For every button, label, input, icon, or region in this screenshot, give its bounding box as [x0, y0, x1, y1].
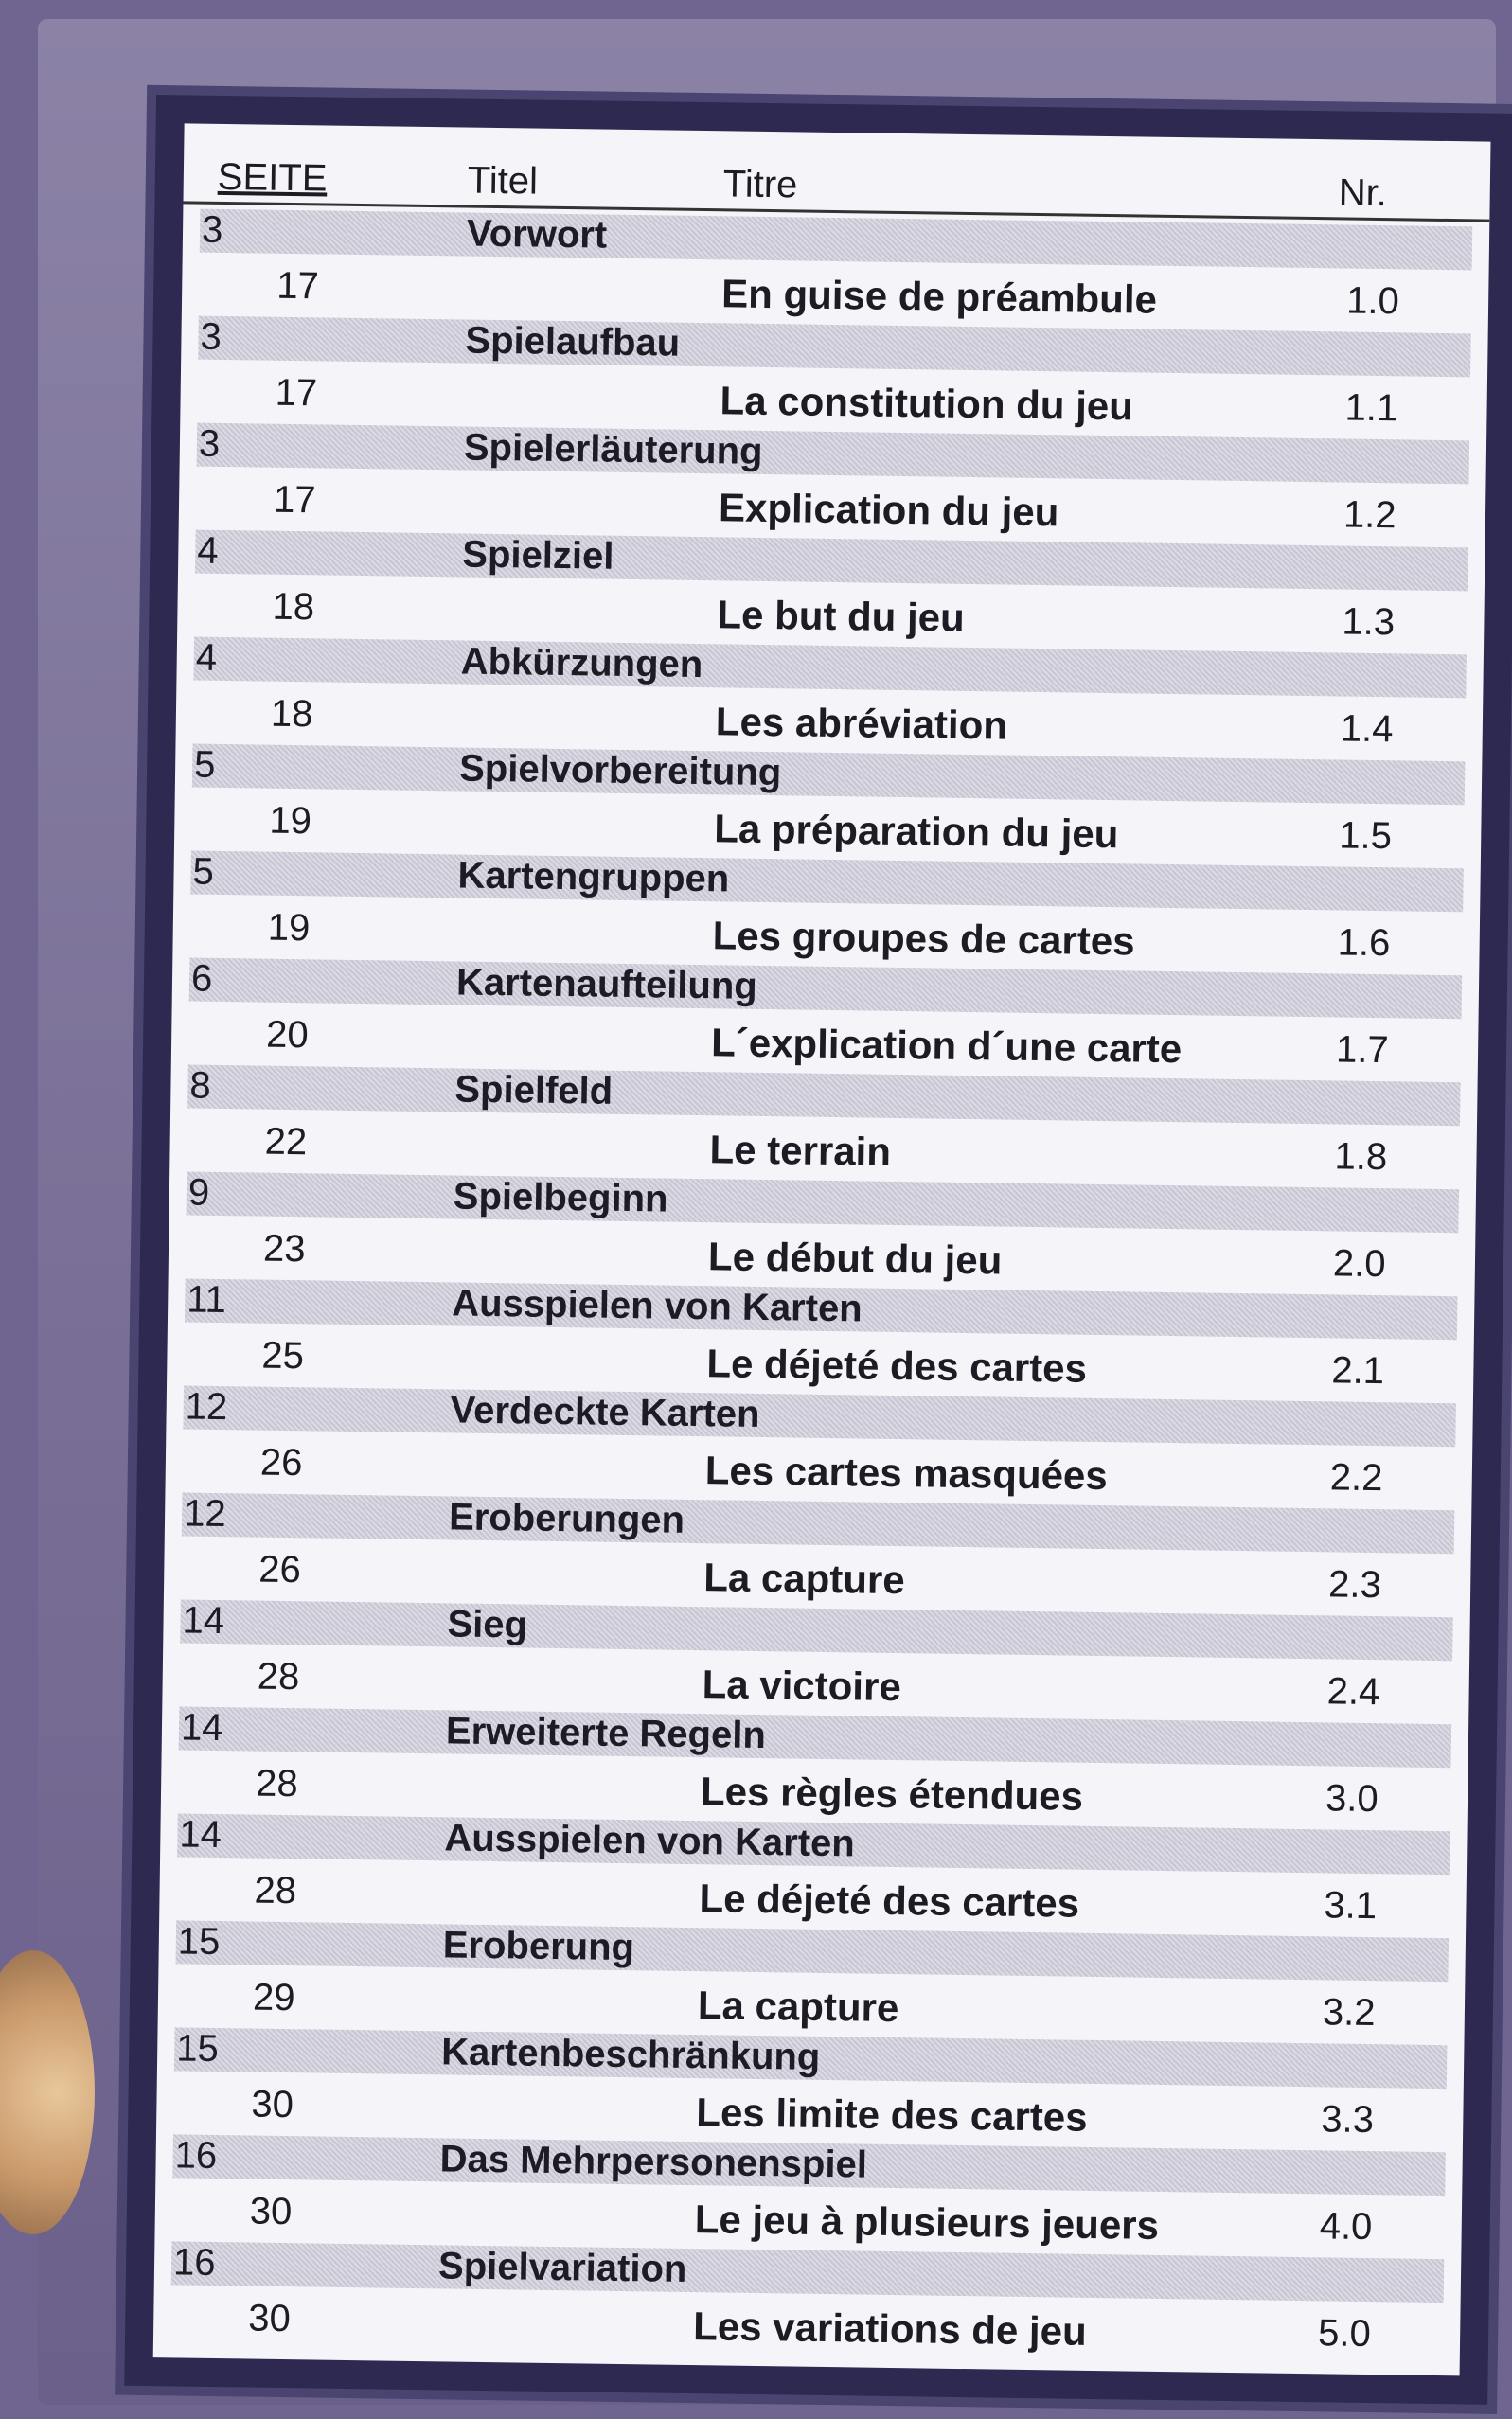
fr-page-number: 19	[269, 799, 312, 843]
fr-title: Les règles étendues	[700, 1769, 1084, 1819]
de-title: Spielbeginn	[453, 1175, 668, 1220]
de-title: Sieg	[447, 1603, 528, 1646]
header-nr: Nr.	[1338, 171, 1388, 215]
toc-rows	[153, 208, 1489, 2366]
de-page-number: 16	[172, 2241, 216, 2285]
fr-title: Le déjeté des cartes	[699, 1876, 1080, 1926]
booklet-cover	[38, 19, 1496, 2405]
de-page-number: 16	[174, 2134, 218, 2178]
section-number: 3.0	[1325, 1777, 1379, 1821]
fr-title: Les cartes masquées	[704, 1448, 1109, 1499]
toc-row	[176, 636, 1484, 761]
toc-row	[154, 2134, 1462, 2259]
de-title: Erweiterte Regeln	[445, 1710, 767, 1757]
fr-page-number: 26	[259, 1441, 303, 1485]
section-number: 1.0	[1345, 279, 1400, 323]
toc-row	[171, 957, 1479, 1082]
fr-title: Le but du jeu	[717, 592, 966, 640]
toc-row	[169, 1171, 1476, 1296]
section-number: 1.2	[1343, 493, 1396, 537]
de-title: Vorwort	[466, 212, 608, 257]
toc-row	[172, 850, 1480, 975]
fr-page-number: 22	[264, 1120, 308, 1164]
toc-row	[162, 1599, 1469, 1724]
section-number: 2.0	[1332, 1242, 1386, 1286]
de-title: Spielziel	[462, 533, 614, 578]
header-titre: Titre	[722, 163, 798, 206]
de-title: Spielfeld	[454, 1068, 614, 1112]
fr-title: La préparation du jeu	[713, 806, 1119, 857]
de-page-number: 5	[192, 850, 215, 893]
fr-title: Le jeu à plusieurs jeuers	[694, 2197, 1160, 2248]
fr-title: Le déjeté des cartes	[706, 1341, 1088, 1391]
fr-title: Les limite des cartes	[696, 2090, 1088, 2140]
section-number: 1.4	[1340, 707, 1394, 751]
de-page-number: 6	[190, 957, 213, 1000]
de-title: Spielvariation	[437, 2245, 687, 2290]
fr-page-number: 17	[273, 478, 316, 522]
coin	[0, 1950, 95, 2234]
fr-title: Les groupes de cartes	[712, 913, 1135, 964]
section-number: 1.3	[1342, 600, 1396, 644]
section-number: 4.0	[1319, 2205, 1373, 2249]
toc-row	[159, 1813, 1467, 1938]
de-page-number: 8	[189, 1064, 212, 1107]
section-number: 1.1	[1344, 386, 1398, 430]
de-page-number: 4	[195, 636, 218, 679]
de-page-number: 14	[180, 1706, 223, 1750]
header-titel: Titel	[467, 159, 539, 203]
de-title: Das Mehrpersonenspiel	[439, 2138, 868, 2186]
section-number: 5.0	[1317, 2312, 1372, 2356]
fr-title: La victoire	[702, 1662, 902, 1710]
fr-title: Explication du jeu	[718, 485, 1059, 535]
section-number: 1.8	[1334, 1135, 1388, 1179]
section-number: 3.3	[1321, 2098, 1375, 2142]
toc-row	[169, 1064, 1477, 1189]
toc-row	[165, 1385, 1472, 1510]
fr-title: La capture	[703, 1555, 905, 1603]
section-number: 2.4	[1326, 1670, 1380, 1714]
fr-page-number: 28	[255, 1762, 298, 1805]
de-title: Kartenbeschränkung	[440, 2031, 821, 2078]
de-page-number: 5	[193, 743, 216, 786]
section-number: 2.2	[1329, 1456, 1383, 1500]
fr-page-number: 17	[276, 264, 320, 308]
de-page-number: 12	[183, 1492, 226, 1536]
de-page-number: 3	[200, 315, 222, 358]
toc-row	[161, 1706, 1468, 1831]
de-page-number: 15	[175, 2027, 220, 2071]
de-page-number: 11	[186, 1278, 227, 1322]
de-page-number: 15	[177, 1920, 221, 1964]
toc-row	[180, 315, 1487, 440]
toc-row	[174, 743, 1482, 868]
toc-row	[153, 2241, 1461, 2366]
de-title: Kartengruppen	[457, 854, 730, 900]
toc-row	[164, 1492, 1471, 1617]
fr-page-number: 30	[247, 2297, 292, 2340]
fr-title: La constitution du jeu	[720, 378, 1134, 429]
de-page-number: 14	[182, 1599, 225, 1643]
de-title: Ausspielen von Karten	[444, 1817, 856, 1865]
fr-page-number: 18	[272, 585, 315, 629]
fr-page-number: 18	[270, 692, 313, 736]
page-frame	[124, 95, 1512, 2405]
section-number: 1.7	[1335, 1028, 1390, 1072]
de-page-number: 3	[201, 208, 223, 251]
de-page-number: 12	[185, 1385, 228, 1429]
de-page-number: 9	[187, 1171, 210, 1214]
toc-row	[182, 208, 1489, 333]
de-title: Verdeckte Karten	[450, 1389, 760, 1435]
de-page-number: 14	[179, 1813, 222, 1857]
fr-title: Le terrain	[709, 1127, 892, 1174]
de-title: Kartenaufteilung	[455, 961, 758, 1007]
fr-page-number: 19	[267, 906, 311, 950]
toc-row	[179, 422, 1486, 547]
de-page-number: 3	[198, 422, 221, 465]
table-of-contents	[153, 123, 1491, 2375]
fr-page-number: 28	[254, 1869, 297, 1912]
fr-page-number: 23	[262, 1227, 306, 1271]
de-title: Ausspielen von Karten	[451, 1282, 863, 1330]
de-title: Spielaufbau	[465, 319, 681, 365]
section-number: 3.1	[1324, 1884, 1378, 1928]
de-title: Eroberungen	[448, 1496, 685, 1541]
de-title: Spielerläuterung	[463, 426, 763, 472]
section-number: 1.6	[1337, 921, 1391, 965]
fr-title: En guise de préambule	[720, 271, 1158, 322]
fr-title: Le début du jeu	[707, 1234, 1003, 1283]
de-title: Abkürzungen	[460, 640, 703, 686]
fr-page-number: 26	[258, 1548, 302, 1592]
section-number: 2.1	[1331, 1349, 1385, 1393]
fr-page-number: 28	[257, 1655, 300, 1699]
header-seite: SEITE	[217, 155, 328, 200]
fr-title: L´explication d´une carte	[710, 1020, 1183, 1072]
toc-row	[177, 529, 1485, 654]
section-number: 2.3	[1327, 1563, 1382, 1607]
fr-page-number: 20	[265, 1013, 310, 1057]
de-title: Eroberung	[442, 1924, 635, 1969]
toc-row	[156, 2027, 1464, 2152]
de-page-number: 4	[197, 529, 219, 572]
de-title: Spielvorbereitung	[458, 747, 782, 794]
fr-title: Les abréviation	[715, 699, 1008, 748]
fr-title: La capture	[697, 1983, 899, 2031]
fr-title: Les variations de jeu	[692, 2303, 1088, 2354]
section-number: 3.2	[1322, 1991, 1376, 2035]
toc-row	[167, 1278, 1474, 1403]
fr-page-number: 17	[275, 371, 318, 415]
fr-page-number: 30	[251, 2083, 294, 2126]
fr-page-number: 30	[249, 2190, 293, 2233]
section-number: 1.5	[1338, 814, 1393, 858]
fr-page-number: 29	[252, 1976, 295, 2019]
fr-page-number: 25	[261, 1334, 305, 1378]
toc-row	[158, 1920, 1466, 2045]
